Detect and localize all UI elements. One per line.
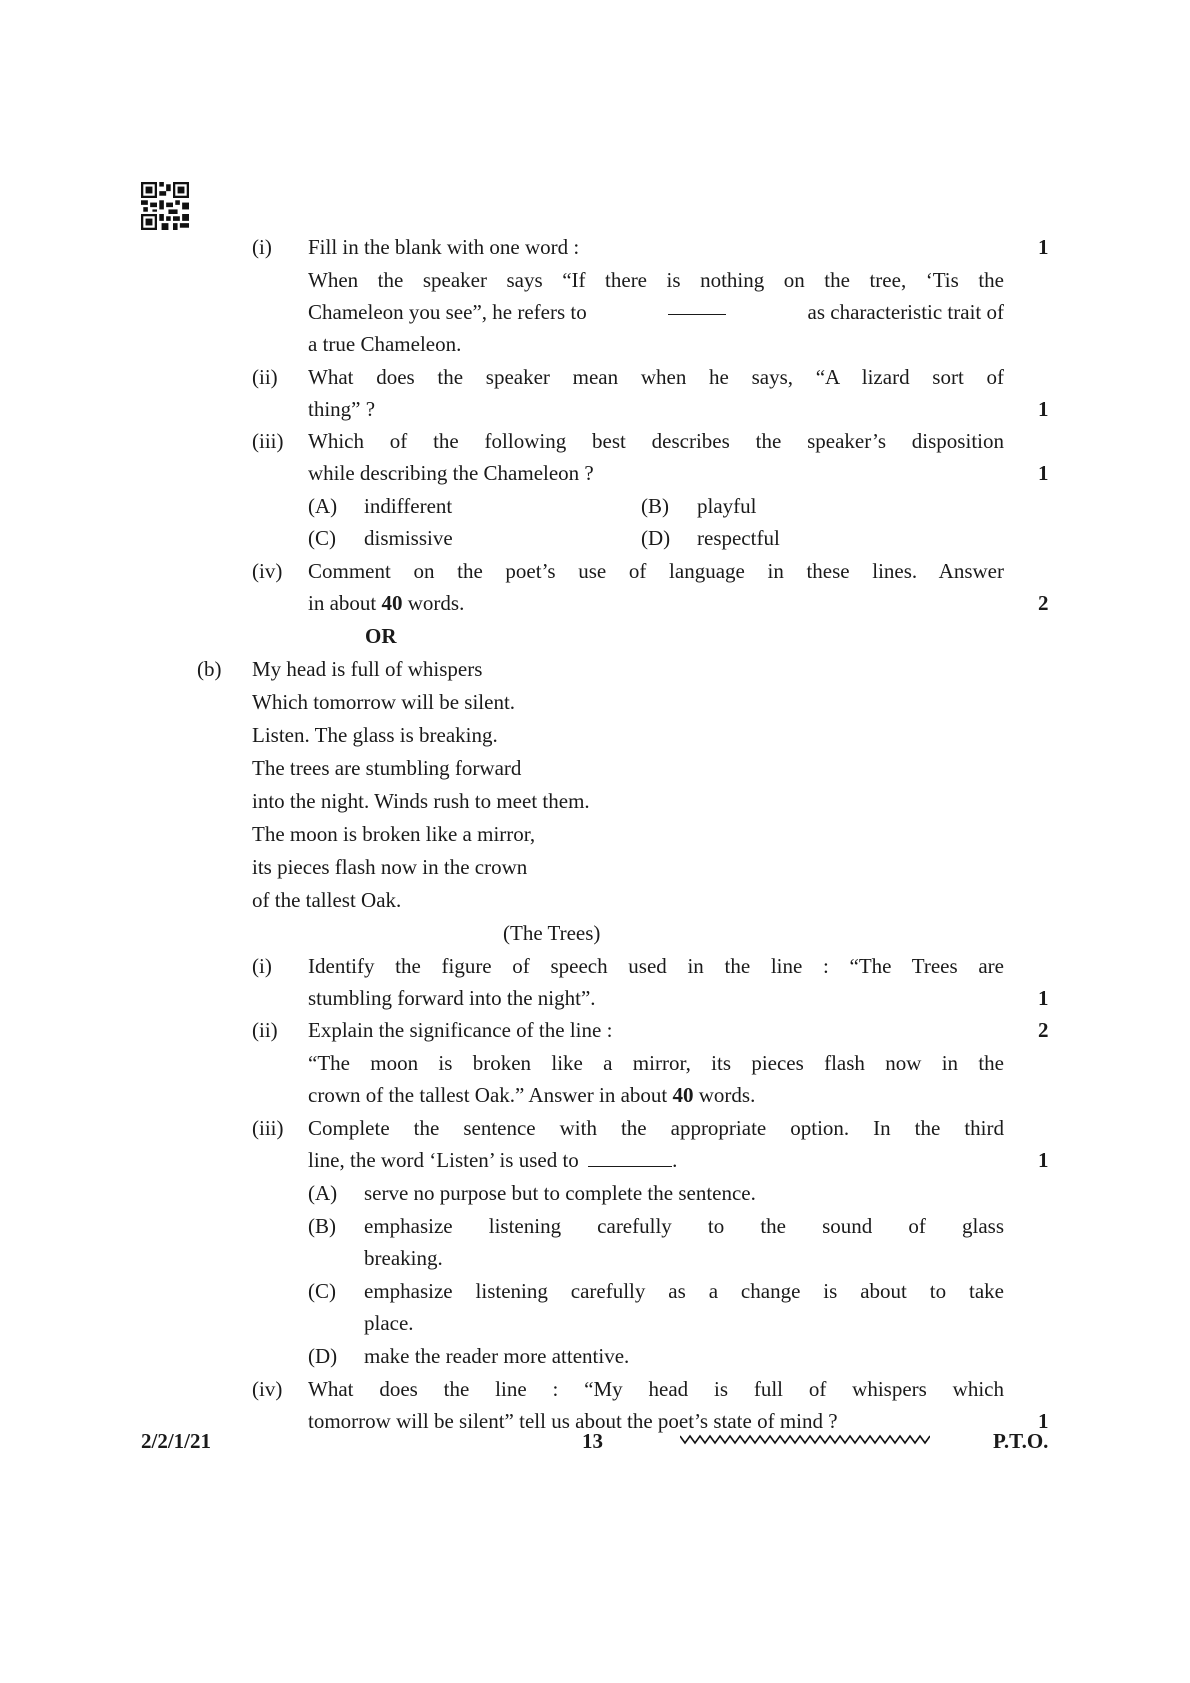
part-label: (b) (197, 657, 222, 681)
option-text: emphasize listening carefully as a change is about to take (364, 1279, 1004, 1303)
question-text: while describing the Chameleon ? (308, 461, 594, 485)
poem-source: (The Trees) (503, 921, 601, 945)
option-text: breaking. (364, 1246, 443, 1270)
question-text: words. (407, 591, 465, 615)
option-label: (D) (308, 1344, 338, 1368)
question-label: (ii) (252, 365, 278, 389)
question-text: stumbling forward into the night”. (308, 986, 596, 1010)
poem-line: My head is full of whispers (252, 657, 483, 681)
poem-line: The trees are stumbling forward (252, 756, 522, 780)
marks: 2 (1038, 1018, 1049, 1042)
qr-code-icon (141, 182, 189, 230)
question-text-blank-line (308, 296, 1004, 328)
question-text: When the speaker says “If there is nothing on the tree, ‘Tis the (308, 268, 1004, 292)
question-text: words. (698, 1083, 756, 1107)
question-text: a true Chameleon. (308, 332, 462, 356)
question-text: tomorrow will be silent” tell us about the poet’s state of mind ? (308, 1409, 838, 1433)
question-text: line, the word ‘Listen’ is used to (308, 1148, 579, 1172)
wavy-line-icon (680, 1432, 930, 1446)
question-text: Explain the significance of the line : (308, 1018, 613, 1042)
question-label: (ii) (252, 1018, 278, 1042)
question-text: “The moon is broken like a mirror, its pieces flash now in the (308, 1051, 1004, 1075)
question-text: Fill in the blank with one word : (308, 235, 580, 259)
answer-blank (588, 1148, 672, 1167)
question-text: Identify the figure of speech used in the line : “The Trees are (308, 954, 1004, 978)
word-count: 40 (381, 591, 403, 615)
question-text: What does the speaker mean when he says, “A lizard sort of (308, 365, 1004, 389)
question-text: crown of the tallest Oak.” Answer in about (308, 1083, 668, 1107)
page-number: 13 (582, 1429, 603, 1453)
option-text: place. (364, 1311, 414, 1335)
option-label: (C) (308, 526, 336, 550)
marks: 1 (1038, 1409, 1049, 1433)
option-text: playful (697, 494, 757, 518)
option-label: (A) (308, 494, 338, 518)
option-text: make the reader more attentive. (364, 1344, 630, 1368)
answer-blank (668, 296, 726, 315)
question-label: (iii) (252, 1116, 284, 1140)
option-text: indifferent (364, 494, 453, 518)
marks: 1 (1038, 235, 1049, 259)
option-label: (A) (308, 1181, 338, 1205)
question-label: (iv) (252, 559, 283, 583)
poem-line: its pieces flash now in the crown (252, 855, 528, 879)
question-text-line: line, the word ‘Listen’ is used to . (308, 1148, 678, 1172)
marks: 1 (1038, 1148, 1049, 1172)
paper-code: 2/2/1/21 (141, 1429, 212, 1453)
question-text: What does the line : “My head is full of whispers which (308, 1377, 1004, 1401)
question-text-line (308, 587, 464, 619)
or-separator: OR (365, 624, 397, 648)
poem-line: The moon is broken like a mirror, (252, 822, 536, 846)
question-text: Comment on the poet’s use of language in these lines. Answer (308, 559, 1004, 583)
question-label: (i) (252, 235, 272, 259)
marks: 1 (1038, 397, 1049, 421)
question-text: Complete the sentence with the appropriate option. In the third (308, 1116, 1004, 1140)
question-text-line (308, 1079, 755, 1111)
question-label: (iii) (252, 429, 284, 453)
option-text: emphasize listening carefully to the sound of glass (364, 1214, 1004, 1238)
question-text: Which of the following best describes the speaker’s disposition (308, 429, 1004, 453)
option-text: serve no purpose but to complete the sentence. (364, 1181, 756, 1205)
option-text: dismissive (364, 526, 453, 550)
question-text: in about (308, 591, 377, 615)
marks: 2 (1038, 591, 1049, 615)
poem-line: into the night. Winds rush to meet them. (252, 789, 590, 813)
option-label: (B) (641, 494, 669, 518)
option-text: respectful (697, 526, 780, 550)
question-text: Chameleon you see”, he refers to (308, 300, 587, 324)
pto-label: P.T.O. (993, 1429, 1049, 1453)
question-label: (iv) (252, 1377, 283, 1401)
marks: 1 (1038, 986, 1049, 1010)
poem-line: of the tallest Oak. (252, 888, 402, 912)
question-label: (i) (252, 954, 272, 978)
word-count: 40 (672, 1083, 694, 1107)
option-label: (D) (641, 526, 671, 550)
option-label: (C) (308, 1279, 336, 1303)
question-text: as characteristic trait of (807, 300, 1004, 324)
marks: 1 (1038, 461, 1049, 485)
option-label: (B) (308, 1214, 336, 1238)
poem-line: Which tomorrow will be silent. (252, 690, 516, 714)
poem-line: Listen. The glass is breaking. (252, 723, 498, 747)
question-text: thing” ? (308, 397, 376, 421)
